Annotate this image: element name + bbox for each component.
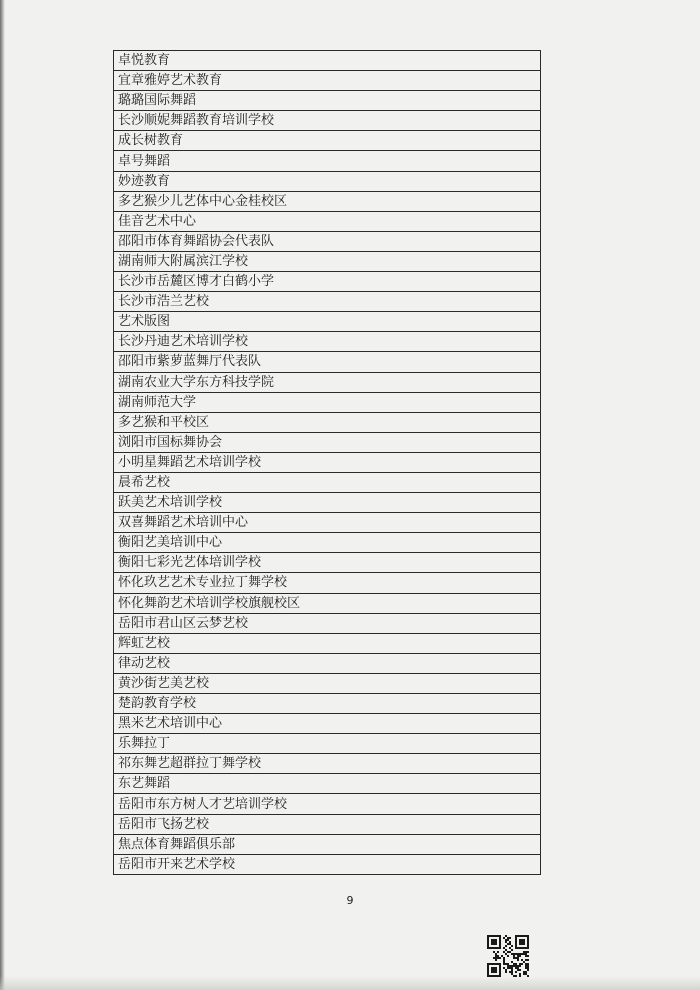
table-row: [114, 593, 541, 613]
table-row: [114, 432, 541, 452]
organization-name-cell: 多艺猴和平校区: [114, 412, 541, 432]
organization-name-cell: 衡阳艺美培训中心: [114, 533, 541, 553]
organization-name-cell: 小明星舞蹈艺术培训学校: [114, 452, 541, 472]
table-row: [114, 292, 541, 312]
table-row: [114, 573, 541, 593]
table-row: [114, 332, 541, 352]
organization-name-cell: 妙迹教育: [114, 171, 541, 191]
table-row: [114, 171, 541, 191]
organization-name-cell: 晨希艺校: [114, 472, 541, 492]
table-row: [114, 211, 541, 231]
table-row: [114, 372, 541, 392]
organization-name-cell: 东艺舞蹈: [114, 774, 541, 794]
organization-name-cell: 岳阳市东方树人才艺培训学校: [114, 794, 541, 814]
table-row: [114, 854, 541, 874]
organization-name-cell: 湖南师范大学: [114, 392, 541, 412]
table-row: [114, 231, 541, 251]
table-row: [114, 91, 541, 111]
organization-list-table: [113, 50, 541, 875]
organization-name-cell: 怀化玖艺艺术专业拉丁舞学校: [114, 573, 541, 593]
organization-name-cell: 长沙丹迪艺术培训学校: [114, 332, 541, 352]
table-row: [114, 774, 541, 794]
organization-name-cell: 衡阳七彩光艺体培训学校: [114, 553, 541, 573]
organization-name-cell: 双喜舞蹈艺术培训中心: [114, 513, 541, 533]
organization-name-cell: 长沙市岳麓区博才白鹤小学: [114, 272, 541, 292]
organization-name-cell: 岳阳市君山区云梦艺校: [114, 613, 541, 633]
organization-name-cell: 佳音艺术中心: [114, 211, 541, 231]
table-row: [114, 131, 541, 151]
table-row: [114, 613, 541, 633]
organization-name-cell: 黑米艺术培训中心: [114, 714, 541, 734]
table-row: [114, 472, 541, 492]
organization-name-cell: 跃美艺术培训学校: [114, 493, 541, 513]
organization-name-cell: 辉虹艺校: [114, 633, 541, 653]
organization-name-cell: 湖南师大附属滨江学校: [114, 251, 541, 271]
organization-name-cell: 长沙市浩兰艺校: [114, 292, 541, 312]
table-row: [114, 814, 541, 834]
organization-name-cell: 成长树教育: [114, 131, 541, 151]
organization-name-cell: 邵阳市体育舞蹈协会代表队: [114, 231, 541, 251]
organization-name-cell: 长沙顺妮舞蹈教育培训学校: [114, 111, 541, 131]
table-row: [114, 834, 541, 854]
table-row: [114, 553, 541, 573]
organization-name-cell: 焦点体育舞蹈俱乐部: [114, 834, 541, 854]
table-row: [114, 272, 541, 292]
table-row: [114, 734, 541, 754]
organization-name-cell: 黄沙街艺美艺校: [114, 673, 541, 693]
organization-name-cell: 怀化舞韵艺术培训学校旗舰校区: [114, 593, 541, 613]
table-row: [114, 754, 541, 774]
organization-name-cell: 浏阳市国标舞协会: [114, 432, 541, 452]
table-row: [114, 412, 541, 432]
organization-name-cell: 祁东舞艺超群拉丁舞学校: [114, 754, 541, 774]
table-row: [114, 71, 541, 91]
organization-name-cell: 邵阳市紫萝蓝舞厅代表队: [114, 352, 541, 372]
table-row: [114, 352, 541, 372]
table-row: [114, 694, 541, 714]
table-row: [114, 714, 541, 734]
table-row: [114, 633, 541, 653]
table-row: [114, 151, 541, 171]
organization-name-cell: 多艺猴少儿艺体中心金桂校区: [114, 191, 541, 211]
qr-code-icon: [487, 935, 529, 977]
page-number: 9: [346, 894, 354, 907]
table-row: [114, 493, 541, 513]
table-row: [114, 251, 541, 271]
scan-edge-shadow: [0, 0, 5, 990]
table-row: [114, 191, 541, 211]
organization-name-cell: 艺术版图: [114, 312, 541, 332]
table-body: [114, 51, 541, 875]
table-row: [114, 51, 541, 71]
table-row: [114, 312, 541, 332]
table-row: [114, 513, 541, 533]
organization-name-cell: 湖南农业大学东方科技学院: [114, 372, 541, 392]
organization-name-cell: 岳阳市开来艺术学校: [114, 854, 541, 874]
table-row: [114, 794, 541, 814]
table-row: [114, 452, 541, 472]
table-row: [114, 673, 541, 693]
organization-name-cell: 律动艺校: [114, 653, 541, 673]
organization-name-cell: 楚韵教育学校: [114, 694, 541, 714]
table-row: [114, 653, 541, 673]
organization-name-cell: 卓悦教育: [114, 51, 541, 71]
organization-name-cell: 岳阳市飞扬艺校: [114, 814, 541, 834]
table-row: [114, 111, 541, 131]
table-row: [114, 533, 541, 553]
organization-name-cell: 卓号舞蹈: [114, 151, 541, 171]
organization-name-cell: 璐璐国际舞蹈: [114, 91, 541, 111]
table-row: [114, 392, 541, 412]
organization-name-cell: 乐舞拉丁: [114, 734, 541, 754]
organization-name-cell: 宜章雅婷艺术教育: [114, 71, 541, 91]
scan-bottom-shadow: [0, 976, 700, 990]
